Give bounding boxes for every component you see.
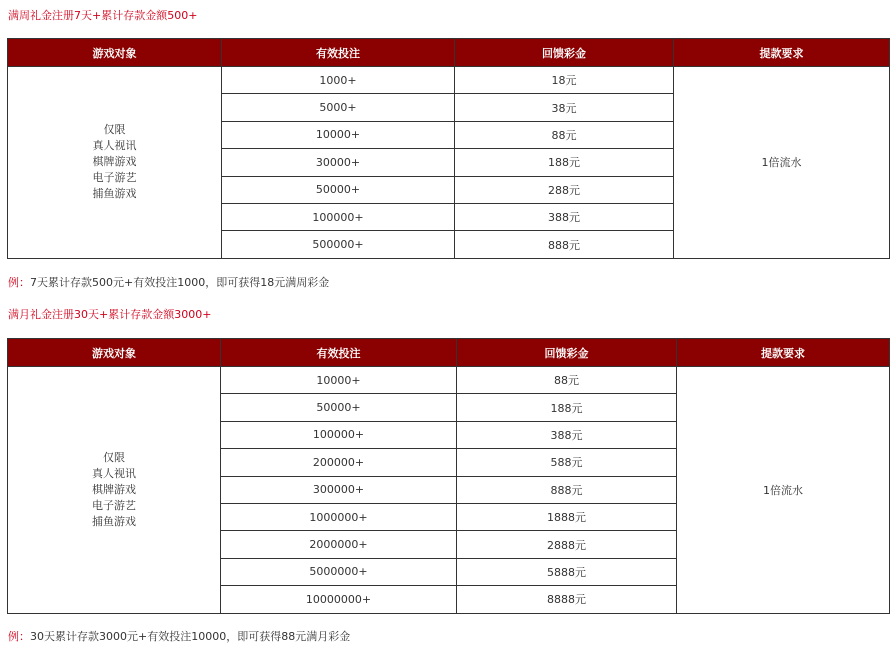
header-valid-bet: 有效投注 (221, 339, 457, 367)
game-target-item: 仅限 (103, 123, 126, 137)
monthly-bonus-heading: 满月礼金注册30天+累计存款金额3000+ (8, 308, 212, 321)
bonus-cell: 5888元 (457, 558, 677, 585)
game-target-item: 棋牌游戏 (92, 482, 136, 496)
bonus-cell: 88元 (457, 367, 677, 394)
game-target-item: 捕鱼游戏 (92, 187, 137, 201)
valid-bet-cell: 1000+ (222, 67, 455, 94)
bonus-cell: 2888元 (457, 531, 677, 558)
weekly-bonus-table (7, 38, 890, 259)
example-prefix: 例： (8, 630, 30, 643)
header-bonus: 回馈彩金 (457, 339, 677, 367)
weekly-bonus-example (8, 276, 329, 290)
table-header-row (8, 339, 890, 367)
bonus-cell: 18元 (455, 67, 674, 94)
valid-bet-cell: 1000000+ (221, 503, 457, 530)
bonus-cell: 1888元 (457, 503, 677, 530)
valid-bet-cell: 10000+ (222, 121, 455, 148)
bonus-cell: 888元 (455, 231, 674, 258)
bonus-cell: 388元 (455, 203, 674, 230)
bonus-cell: 38元 (455, 94, 674, 121)
header-bonus: 回馈彩金 (455, 39, 674, 67)
withdraw-requirement-cell: 1倍流水 (677, 367, 890, 614)
valid-bet-cell: 30000+ (222, 149, 455, 176)
bonus-cell: 888元 (457, 476, 677, 503)
valid-bet-cell: 500000+ (222, 231, 455, 258)
bonus-cell: 188元 (455, 149, 674, 176)
table-row (8, 367, 890, 394)
game-target-cell (8, 67, 222, 259)
game-target-item: 真人视讯 (92, 139, 137, 153)
game-target-item: 电子游艺 (92, 498, 136, 512)
game-target-item: 电子游艺 (92, 171, 137, 185)
header-withdraw-requirement: 提款要求 (674, 39, 890, 67)
bonus-cell: 288元 (455, 176, 674, 203)
game-target-item: 仅限 (103, 450, 125, 464)
valid-bet-cell: 200000+ (221, 449, 457, 476)
valid-bet-cell: 10000000+ (221, 586, 457, 613)
header-valid-bet: 有效投注 (222, 39, 455, 67)
game-target-item: 棋牌游戏 (92, 155, 137, 169)
valid-bet-cell: 10000+ (221, 367, 457, 394)
example-text: 7天累计存款500元+有效投注1000，即可获得18元满周彩金 (30, 276, 330, 289)
valid-bet-cell: 300000+ (221, 476, 457, 503)
header-game-target: 游戏对象 (8, 339, 221, 367)
valid-bet-cell: 100000+ (221, 421, 457, 448)
header-withdraw-requirement: 提款要求 (677, 339, 890, 367)
monthly-bonus-example (8, 630, 350, 644)
example-text: 30天累计存款3000元+有效投注10000，即可获得88元满月彩金 (30, 630, 351, 643)
valid-bet-cell: 100000+ (222, 203, 455, 230)
game-target-item: 捕鱼游戏 (92, 514, 136, 528)
withdraw-requirement-cell: 1倍流水 (674, 67, 890, 259)
bonus-cell: 188元 (457, 394, 677, 421)
table-header-row (8, 39, 890, 67)
example-prefix: 例： (8, 276, 30, 289)
bonus-cell: 8888元 (457, 586, 677, 613)
valid-bet-cell: 5000+ (222, 94, 455, 121)
valid-bet-cell: 2000000+ (221, 531, 457, 558)
valid-bet-cell: 5000000+ (221, 558, 457, 585)
game-target-cell (8, 367, 221, 614)
header-game-target: 游戏对象 (8, 39, 222, 67)
valid-bet-cell: 50000+ (221, 394, 457, 421)
bonus-cell: 388元 (457, 421, 677, 448)
bonus-cell: 588元 (457, 449, 677, 476)
weekly-bonus-heading: 满周礼金注册7天+累计存款金额500+ (8, 9, 198, 22)
table-row (8, 67, 890, 94)
monthly-bonus-table (7, 338, 890, 614)
valid-bet-cell: 50000+ (222, 176, 455, 203)
bonus-cell: 88元 (455, 121, 674, 148)
game-target-item: 真人视讯 (92, 466, 136, 480)
